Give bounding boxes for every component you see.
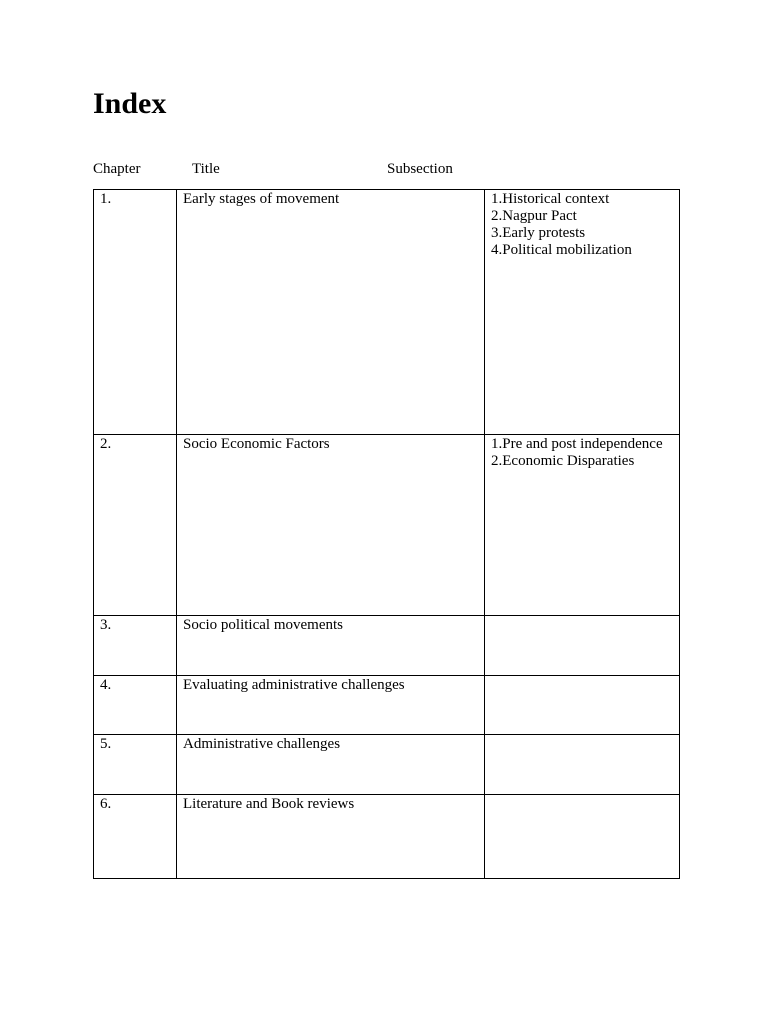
chapter-number-cell (94, 616, 177, 676)
chapter-number: 1. (100, 191, 112, 207)
table-row (94, 735, 680, 795)
subsection-item: 1.Pre and post independence (491, 436, 663, 452)
chapter-title: Socio political movements (183, 617, 343, 633)
table-row (94, 190, 680, 435)
chapter-title-cell (177, 795, 485, 879)
subsection-list (491, 190, 679, 259)
subsection-cell (485, 676, 680, 735)
subsection-item: 1.Historical context (491, 191, 610, 207)
chapter-number: 3. (100, 617, 112, 633)
chapter-title: Early stages of movement (183, 191, 340, 207)
column-header-subsection: Subsection (387, 161, 453, 177)
subsection-item: 3.Early protests (491, 225, 586, 241)
subsection-cell (485, 190, 680, 435)
chapter-title-cell (177, 616, 485, 676)
chapter-number: 5. (100, 736, 112, 752)
chapter-title: Evaluating administrative challenges (183, 677, 405, 693)
chapter-number-cell (94, 735, 177, 795)
chapter-number-cell (94, 676, 177, 735)
column-header-title: Title (192, 161, 220, 177)
chapter-number-cell (94, 190, 177, 435)
chapter-number-cell (94, 795, 177, 879)
subsection-item: 2.Economic Disparaties (491, 453, 635, 469)
chapter-title-cell (177, 435, 485, 616)
column-header-chapter: Chapter (93, 161, 141, 177)
subsection-cell (485, 616, 680, 676)
chapter-title: Administrative challenges (183, 736, 341, 752)
subsection-item: 4.Political mobilization (491, 242, 632, 258)
subsection-cell (485, 435, 680, 616)
subsection-cell (485, 795, 680, 879)
chapter-number: 2. (100, 436, 112, 452)
subsection-list (491, 435, 679, 470)
subsection-cell (485, 735, 680, 795)
subsection-item: 2.Nagpur Pact (491, 208, 577, 224)
chapter-number: 4. (100, 677, 112, 693)
chapter-number: 6. (100, 796, 112, 812)
chapter-number-cell (94, 435, 177, 616)
chapter-title: Socio Economic Factors (183, 436, 330, 452)
table-row (94, 676, 680, 735)
chapter-title-cell (177, 190, 485, 435)
table-row (94, 435, 680, 616)
index-table (93, 189, 680, 879)
chapter-title-cell (177, 676, 485, 735)
table-row (94, 616, 680, 676)
chapter-title-cell (177, 735, 485, 795)
chapter-title: Literature and Book reviews (183, 796, 355, 812)
page-title: Index (93, 87, 167, 120)
table-row (94, 795, 680, 879)
